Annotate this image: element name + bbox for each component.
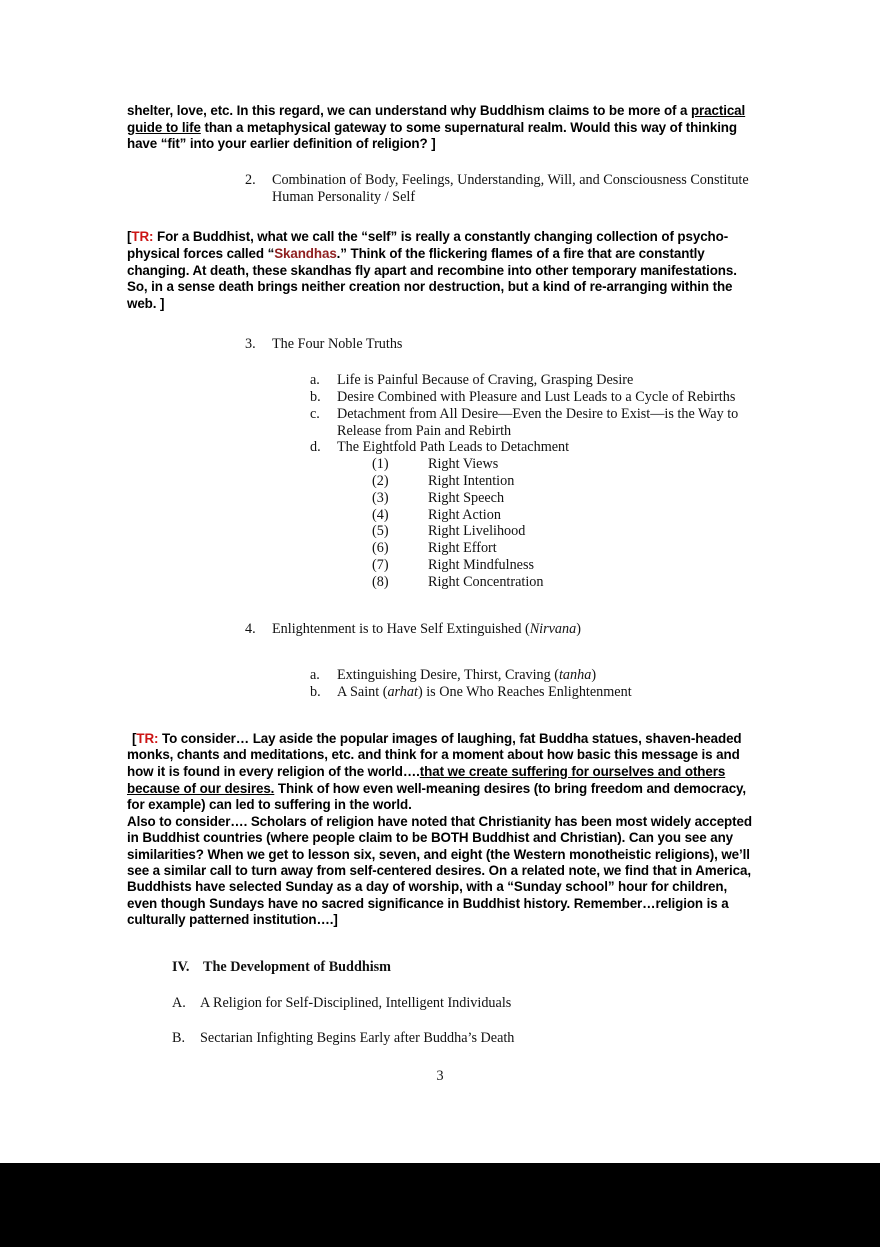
outline-item-3b-text: Desire Combined with Pleasure and Lust Leads to a Cycle of Rebirths (337, 388, 736, 405)
tr-commentary-block-3: Also to consider…. Scholars of religion have noted that Christianity has been most widely accepted in Buddhist countries (where people claim to be BOTH Buddhist and Christian). Can you see any similarities? When we get to lesson six, seven, and eight (the Western monotheistic religions), we’ll see a similar call to turn away from self-centered desires. On a related note, we find that in America, Buddhists have selected Sunday as a day of worship, with a “Sunday school” hour for children, even though Sundays have no sacred significance in Buddhist history. Remember…religion is a culturally patterned institution….] (127, 813, 752, 928)
tr-2-text-part2: Think of how even well-meaning desires (to bring freedom and democracy, for example) can led to suffering in the world. (127, 780, 747, 813)
outline-item-3d (310, 439, 752, 456)
outline-item-4b-marker: b. (310, 684, 321, 701)
outline-item-3b-marker: b. (310, 388, 321, 405)
tr-1-text-part2: .” Think of the flickering flames of a fire that are constantly changing. At death, these skandhas fly apart and recombine into other temporary manifestations. So, in a sense death brings neither creation nor destruction, but a kind of re-arranging within the web. ] (127, 245, 737, 311)
outline-item-4b (310, 684, 752, 701)
section-iv-item-b (172, 1030, 752, 1047)
eightfold-path-item-1 (372, 456, 752, 473)
outline-item-2-text: Combination of Body, Feelings, Understanding, Will, and Consciousness Constitute Human Personality / Self (272, 171, 749, 205)
tr-2-open-bracket: [ (132, 730, 137, 746)
tr-1-term-skandhas: Skandhas (274, 245, 337, 261)
outline-item-3-text: The Four Noble Truths (272, 336, 403, 353)
tr-1-tag: TR: (131, 229, 154, 245)
outline-item-2-marker: 2. (245, 171, 256, 188)
outline-item-4a-italic-tanha: tanha (558, 667, 592, 684)
tr-commentary-block-2 (127, 731, 752, 814)
paragraph-intro (127, 103, 752, 153)
eightfold-path-item-8 (372, 574, 752, 591)
outline-item-4b-text-after: ) is One Who Reaches Enlightenment (417, 684, 632, 701)
outline-item-3c-marker: c. (310, 405, 320, 422)
outline-item-2 (245, 172, 752, 206)
outline-item-4b-italic-arhat: arhat (387, 684, 418, 701)
eightfold-path-item-2-text: Right Intention (428, 472, 515, 489)
intro-text-part1: shelter, love, etc. In this regard, we can understand why Buddhism claims to be more of a (127, 103, 691, 118)
eightfold-path-item-5-marker: (5) (372, 523, 389, 540)
outline-item-4a-text-after: ) (591, 667, 597, 684)
outline-item-4-text-before: Enlightenment is to Have Self Extinguished ( (272, 620, 530, 637)
outline-item-3c (310, 406, 752, 440)
outline-item-4b-text (337, 684, 752, 701)
eightfold-path-item-6-marker: (6) (372, 540, 389, 557)
section-iv-item-b-text: Sectarian Infighting Begins Early after Buddha’s Death (200, 1030, 515, 1047)
tr-commentary-block-1 (127, 229, 752, 312)
eightfold-path-item-7-marker: (7) (372, 556, 389, 573)
eightfold-path-item-5-text: Right Livelihood (428, 523, 526, 540)
eightfold-path-item-3-marker: (3) (372, 489, 389, 506)
section-iv-item-a-marker: A. (172, 994, 186, 1011)
outline-item-4a (310, 667, 752, 684)
outline-item-4-text-after: ) (576, 620, 581, 637)
section-heading-iv-text: The Development of Buddhism (203, 958, 392, 975)
eightfold-path-item-5 (372, 523, 752, 540)
eightfold-path-item-1-text: Right Views (428, 456, 499, 473)
section-iv-item-a-text: A Religion for Self-Disciplined, Intelligent Individuals (200, 994, 512, 1011)
outline-item-3b (310, 389, 752, 406)
eightfold-path-item-3 (372, 490, 752, 507)
eightfold-path-item-8-text: Right Concentration (428, 573, 544, 590)
tr-2-text-part1: To consider… Lay aside the popular images of laughing, fat Buddha statues, shaven-headed monks, chants and meditations, etc. and think for a moment about how basic this message is and how it is found in every religion of the world…. (127, 730, 742, 780)
eightfold-path-item-6 (372, 540, 752, 557)
eightfold-path-item-4-marker: (4) (372, 506, 389, 523)
page-number: 3 (436, 1068, 444, 1084)
outline-item-4b-text-before: A Saint ( (337, 684, 388, 701)
eightfold-path-item-1-marker: (1) (372, 456, 389, 473)
section-heading-iv-marker: IV. (172, 958, 190, 975)
outline-item-4-italic-nirvana: Nirvana (529, 620, 577, 637)
outline-item-3a-text: Life is Painful Because of Craving, Grasping Desire (337, 372, 634, 389)
outline-item-4 (245, 621, 752, 638)
outline-item-3a-marker: a. (310, 372, 320, 389)
section-iv-item-b-marker: B. (172, 1030, 186, 1047)
eightfold-path-item-2 (372, 473, 752, 490)
section-heading-iv (172, 959, 752, 976)
eightfold-path-item-2-marker: (2) (372, 472, 389, 489)
outline-item-3 (245, 336, 752, 353)
tr-2-underlined-phrase: that we create suffering for ourselves and others because of our desires. (127, 764, 726, 796)
eightfold-path-item-8-marker: (8) (372, 573, 389, 590)
outline-item-4a-text-before: Extinguishing Desire, Thirst, Craving ( (337, 667, 559, 684)
outline-item-4-marker: 4. (245, 620, 256, 637)
tr-1-text-part1: For a Buddhist, what we call the “self” is really a constantly changing collection of psycho-physical forces called “ (127, 229, 729, 261)
outline-item-4-text (272, 621, 752, 638)
eightfold-path-item-4-text: Right Action (428, 506, 501, 523)
letterbox-bottom (0, 1163, 880, 1247)
outline-item-3c-text: Detachment from All Desire—Even the Desire to Exist—is the Way to Release from Pain and Rebirth (337, 405, 739, 439)
outline-item-3-marker: 3. (245, 336, 256, 353)
eightfold-path-item-7 (372, 557, 752, 574)
outline-item-4a-marker: a. (310, 667, 320, 684)
intro-underlined-phrase: practical guide to life (127, 103, 746, 135)
eightfold-path-item-7-text: Right Mindfulness (428, 556, 535, 573)
document-body (127, 103, 752, 1047)
outline-item-4a-text (337, 667, 752, 684)
intro-text-part2: than a metaphysical gateway to some supernatural realm. Would this way of thinking have “fit” into your earlier definition of religion? ] (127, 119, 737, 152)
section-iv-item-a (172, 995, 752, 1012)
eightfold-path-item-3-text: Right Speech (428, 489, 505, 506)
outline-item-3d-marker: d. (310, 439, 321, 456)
eightfold-path-item-6-text: Right Effort (428, 540, 497, 557)
outline-item-3a (310, 372, 752, 389)
tr-2-tag: TR: (136, 730, 159, 746)
outline-item-3d-text: The Eightfold Path Leads to Detachment (337, 439, 570, 456)
tr-1-open-bracket: [ (127, 229, 132, 245)
eightfold-path-item-4 (372, 507, 752, 524)
